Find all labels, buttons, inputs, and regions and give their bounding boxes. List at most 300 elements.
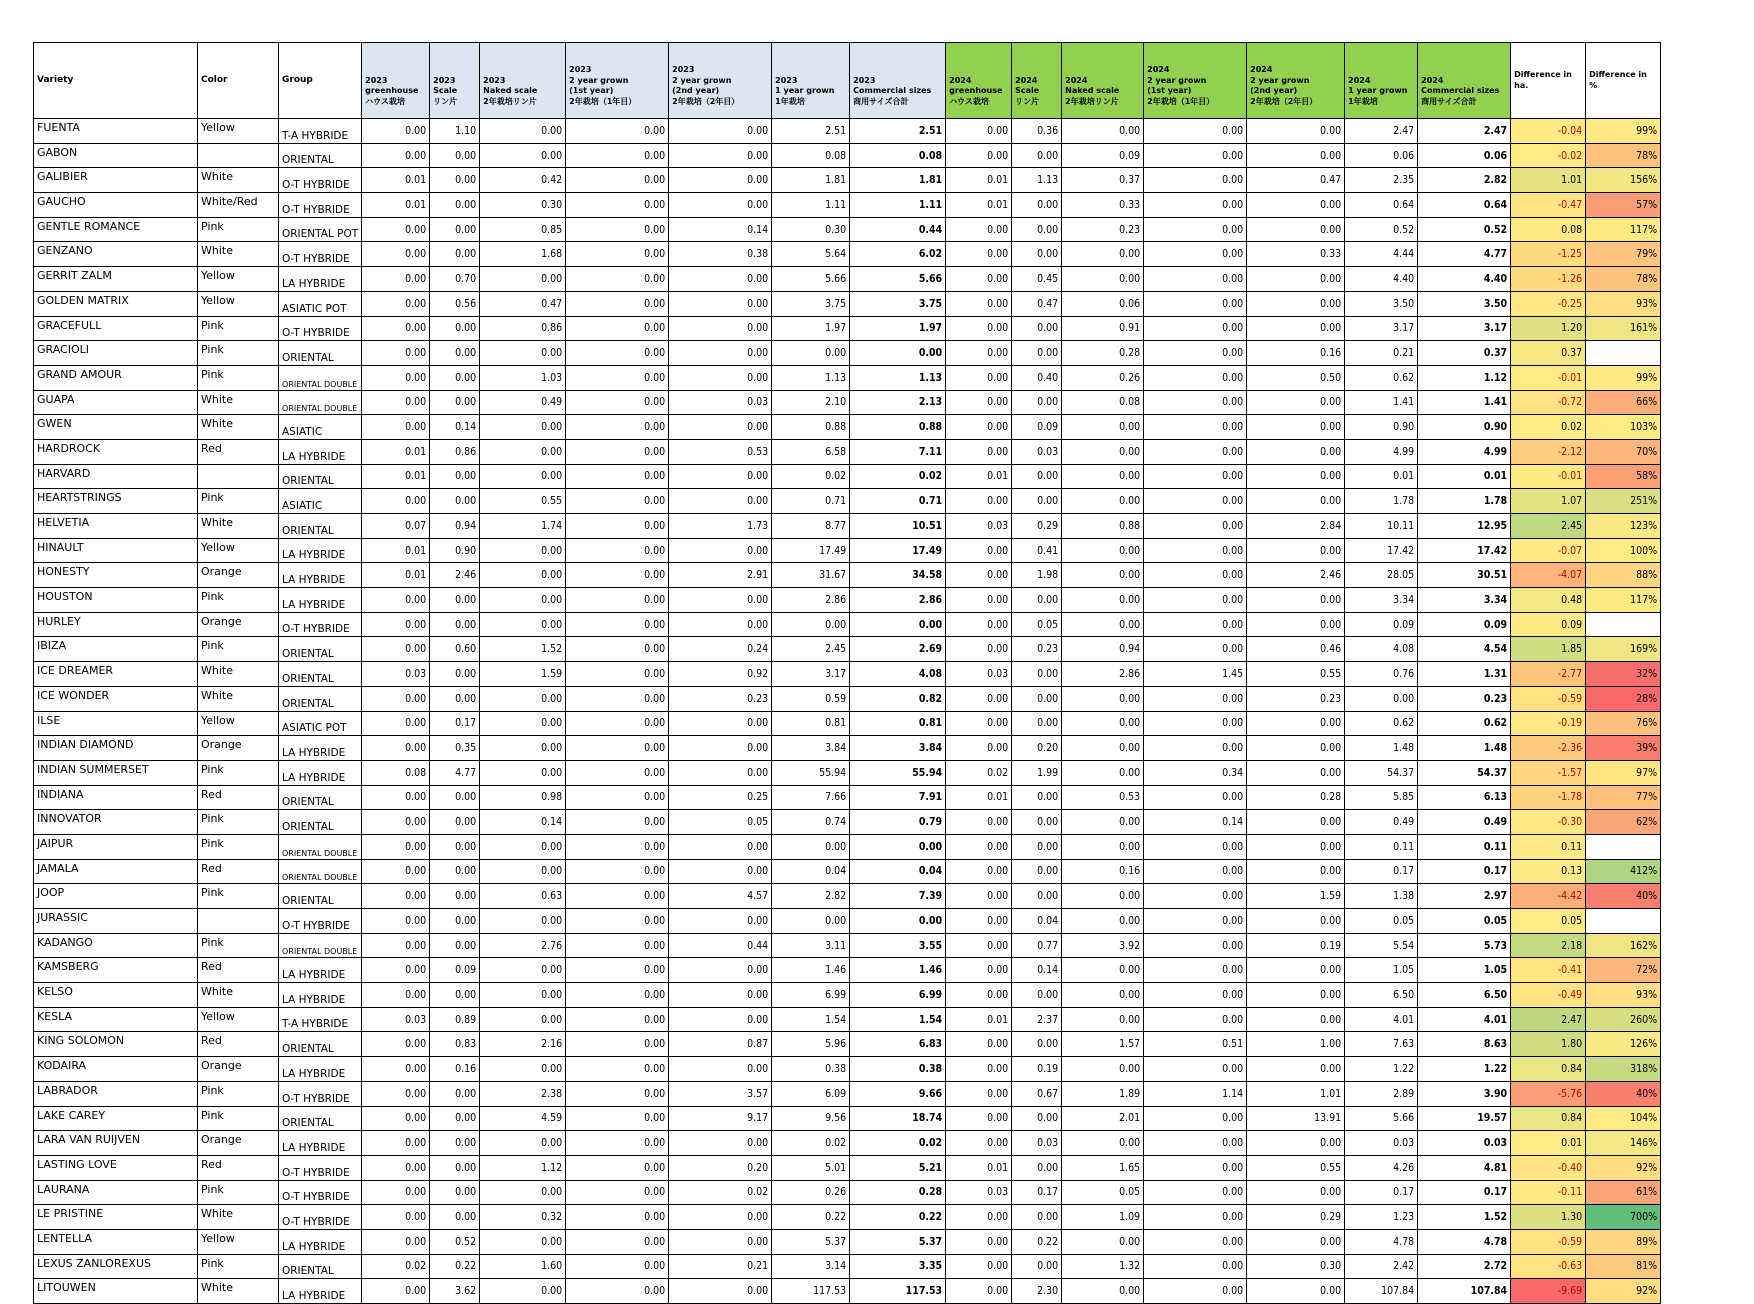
cell-dpct: 58% bbox=[1586, 464, 1661, 489]
cell-dpct: 72% bbox=[1586, 958, 1661, 983]
cell-dha: 0.01 bbox=[1511, 1131, 1586, 1156]
cell-dha: -1.78 bbox=[1511, 785, 1586, 810]
cell-dha: -0.19 bbox=[1511, 711, 1586, 736]
header-text: ハウス栽培 bbox=[365, 96, 405, 106]
cell-variety: GERRIT ZALM bbox=[34, 267, 198, 292]
cell-y1a24: 0.00 bbox=[1144, 834, 1247, 859]
cell-gh23: 0.00 bbox=[362, 1057, 430, 1082]
header-text: Variety bbox=[37, 75, 74, 86]
cell-y2a24: 0.00 bbox=[1247, 390, 1345, 415]
cell-variety: LARA VAN RUIJVEN bbox=[34, 1131, 198, 1156]
cell-dpct bbox=[1586, 341, 1661, 366]
cell-y1a23: 0.00 bbox=[566, 1032, 669, 1057]
header-text: 2024 bbox=[1147, 65, 1170, 74]
cell-dha: 2.47 bbox=[1511, 1007, 1586, 1032]
cell-gh23: 0.00 bbox=[362, 242, 430, 267]
header-text: 2024 bbox=[949, 75, 972, 85]
cell-ns24: 0.00 bbox=[1062, 686, 1144, 711]
cell-gh24: 0.00 bbox=[946, 291, 1012, 316]
cell-variety: HARDROCK bbox=[34, 439, 198, 464]
cell-gh24: 0.00 bbox=[946, 119, 1012, 144]
cell-cs24: 4.81 bbox=[1418, 1155, 1511, 1180]
cell-gh23: 0.01 bbox=[362, 538, 430, 563]
column-header-gh23 bbox=[362, 43, 430, 119]
cell-y2a23: 0.25 bbox=[669, 785, 772, 810]
table-row bbox=[34, 1180, 1661, 1205]
cell-gh24: 0.00 bbox=[946, 637, 1012, 662]
cell-sc24: 0.00 bbox=[1012, 686, 1062, 711]
cell-ns23: 0.00 bbox=[480, 1180, 566, 1205]
cell-cs24: 2.82 bbox=[1418, 168, 1511, 193]
cell-dpct: 79% bbox=[1586, 242, 1661, 267]
header-text: 1年栽培 bbox=[775, 96, 805, 106]
cell-y1a24: 0.00 bbox=[1144, 1155, 1247, 1180]
cell-sc23: 0.00 bbox=[430, 810, 480, 835]
cell-gh24: 0.00 bbox=[946, 909, 1012, 934]
cell-ns24: 3.92 bbox=[1062, 933, 1144, 958]
cell-dpct: 318% bbox=[1586, 1057, 1661, 1082]
cell-color: Yellow bbox=[198, 1007, 279, 1032]
header-text: 1年栽培 bbox=[1348, 96, 1378, 106]
cell-y1a24: 0.00 bbox=[1144, 439, 1247, 464]
cell-cs23: 5.21 bbox=[850, 1155, 946, 1180]
cell-cs24: 0.01 bbox=[1418, 464, 1511, 489]
cell-sc23: 4.77 bbox=[430, 760, 480, 785]
cell-oy23: 0.04 bbox=[772, 859, 850, 884]
cell-cs23: 0.71 bbox=[850, 489, 946, 514]
cell-gh23: 0.01 bbox=[362, 464, 430, 489]
cell-oy24: 0.52 bbox=[1345, 217, 1418, 242]
cell-color: Yellow bbox=[198, 119, 279, 144]
cell-oy24: 0.05 bbox=[1345, 909, 1418, 934]
cell-gh24: 0.00 bbox=[946, 267, 1012, 292]
cell-y2a23: 4.57 bbox=[669, 884, 772, 909]
cell-oy24: 0.00 bbox=[1345, 686, 1418, 711]
cell-group: O-T HYBRIDE bbox=[279, 1180, 362, 1205]
cell-ns23: 0.98 bbox=[480, 785, 566, 810]
column-header-sc23 bbox=[430, 43, 480, 119]
cell-color: White bbox=[198, 662, 279, 687]
cell-color: White bbox=[198, 1205, 279, 1230]
cell-cs24: 0.62 bbox=[1418, 711, 1511, 736]
cell-ns23: 0.85 bbox=[480, 217, 566, 242]
cell-dpct: 93% bbox=[1586, 983, 1661, 1008]
table-row bbox=[34, 267, 1661, 292]
cell-dpct: 123% bbox=[1586, 514, 1661, 539]
cell-variety: GUAPA bbox=[34, 390, 198, 415]
table-row bbox=[34, 1057, 1661, 1082]
cell-ns24: 0.53 bbox=[1062, 785, 1144, 810]
cell-color: Orange bbox=[198, 563, 279, 588]
header-text: (2nd year) bbox=[1250, 86, 1298, 95]
cell-variety: ICE DREAMER bbox=[34, 662, 198, 687]
cell-y2a23: 0.87 bbox=[669, 1032, 772, 1057]
cell-sc23: 0.00 bbox=[430, 1180, 480, 1205]
cell-dha: -0.01 bbox=[1511, 464, 1586, 489]
cell-variety: GRACIOLI bbox=[34, 341, 198, 366]
cell-sc24: 0.00 bbox=[1012, 810, 1062, 835]
cell-oy23: 0.08 bbox=[772, 143, 850, 168]
cell-gh24: 0.01 bbox=[946, 168, 1012, 193]
cell-gh24: 0.00 bbox=[946, 810, 1012, 835]
cell-dpct: 104% bbox=[1586, 1106, 1661, 1131]
cell-oy23: 5.64 bbox=[772, 242, 850, 267]
cell-cs23: 34.58 bbox=[850, 563, 946, 588]
cell-sc23: 0.00 bbox=[430, 316, 480, 341]
header-text: 2024 bbox=[1065, 75, 1088, 85]
cell-cs23: 0.08 bbox=[850, 143, 946, 168]
cell-sc24: 0.00 bbox=[1012, 464, 1062, 489]
cell-color: Yellow bbox=[198, 711, 279, 736]
cell-variety: LASTING LOVE bbox=[34, 1155, 198, 1180]
cell-color: Red bbox=[198, 958, 279, 983]
cell-group: O-T HYBRIDE bbox=[279, 1155, 362, 1180]
cell-cs23: 1.81 bbox=[850, 168, 946, 193]
column-header-y2a24 bbox=[1247, 43, 1345, 119]
table-row bbox=[34, 1007, 1661, 1032]
cell-group: ORIENTAL DOUBLE bbox=[279, 365, 362, 390]
cell-cs23: 7.39 bbox=[850, 884, 946, 909]
cell-y1a23: 0.00 bbox=[566, 119, 669, 144]
cell-oy23: 0.00 bbox=[772, 909, 850, 934]
table-row bbox=[34, 316, 1661, 341]
cell-variety: HONESTY bbox=[34, 563, 198, 588]
cell-gh24: 0.03 bbox=[946, 514, 1012, 539]
cell-sc23: 0.00 bbox=[430, 143, 480, 168]
cell-ns23: 0.32 bbox=[480, 1205, 566, 1230]
cell-ns23: 0.14 bbox=[480, 810, 566, 835]
cell-gh23: 0.03 bbox=[362, 1007, 430, 1032]
cell-sc23: 0.00 bbox=[430, 983, 480, 1008]
cell-ns24: 0.00 bbox=[1062, 439, 1144, 464]
cell-oy23: 1.97 bbox=[772, 316, 850, 341]
cell-group: ORIENTAL bbox=[279, 1254, 362, 1279]
cell-sc23: 0.00 bbox=[430, 217, 480, 242]
cell-ns24: 0.23 bbox=[1062, 217, 1144, 242]
cell-y2a24: 0.00 bbox=[1247, 1279, 1345, 1304]
cell-y1a24: 0.00 bbox=[1144, 1106, 1247, 1131]
cell-sc24: 0.14 bbox=[1012, 958, 1062, 983]
cell-gh24: 0.00 bbox=[946, 1081, 1012, 1106]
table-row bbox=[34, 1032, 1661, 1057]
cell-dpct: 700% bbox=[1586, 1205, 1661, 1230]
cell-sc23: 0.00 bbox=[430, 193, 480, 218]
cell-gh23: 0.00 bbox=[362, 1155, 430, 1180]
cell-cs24: 0.06 bbox=[1418, 143, 1511, 168]
cell-gh24: 0.00 bbox=[946, 538, 1012, 563]
cell-y1a24: 0.00 bbox=[1144, 711, 1247, 736]
cell-gh24: 0.00 bbox=[946, 439, 1012, 464]
cell-y1a23: 0.00 bbox=[566, 538, 669, 563]
cell-oy23: 0.38 bbox=[772, 1057, 850, 1082]
cell-ns24: 0.00 bbox=[1062, 464, 1144, 489]
cell-ns23: 0.63 bbox=[480, 884, 566, 909]
cell-y2a23: 3.57 bbox=[669, 1081, 772, 1106]
cell-cs24: 3.34 bbox=[1418, 588, 1511, 613]
cell-ns23: 0.49 bbox=[480, 390, 566, 415]
cell-ns23: 0.00 bbox=[480, 1131, 566, 1156]
table-row bbox=[34, 168, 1661, 193]
cell-variety: JAIPUR bbox=[34, 834, 198, 859]
header-text: 2 year grown bbox=[1147, 75, 1207, 85]
table-row bbox=[34, 291, 1661, 316]
table-row bbox=[34, 242, 1661, 267]
cell-variety: GABON bbox=[34, 143, 198, 168]
cell-group: ORIENTAL bbox=[279, 464, 362, 489]
cell-dpct: 77% bbox=[1586, 785, 1661, 810]
cell-dha: 0.09 bbox=[1511, 612, 1586, 637]
cell-dha: -0.04 bbox=[1511, 119, 1586, 144]
cell-sc24: 0.41 bbox=[1012, 538, 1062, 563]
cell-cs24: 1.05 bbox=[1418, 958, 1511, 983]
cell-dpct: 32% bbox=[1586, 662, 1661, 687]
table-row bbox=[34, 785, 1661, 810]
cell-y1a23: 0.00 bbox=[566, 1229, 669, 1254]
header-text: リン片 bbox=[1015, 96, 1040, 106]
cell-cs24: 1.12 bbox=[1418, 365, 1511, 390]
cell-y1a24: 0.51 bbox=[1144, 1032, 1247, 1057]
cell-y2a23: 0.00 bbox=[669, 1057, 772, 1082]
cell-dha: -0.47 bbox=[1511, 193, 1586, 218]
cell-ns23: 0.00 bbox=[480, 267, 566, 292]
cell-ns24: 0.00 bbox=[1062, 760, 1144, 785]
cell-sc24: 0.29 bbox=[1012, 514, 1062, 539]
cell-sc23: 0.00 bbox=[430, 365, 480, 390]
cell-sc24: 0.00 bbox=[1012, 193, 1062, 218]
cell-ns24: 0.91 bbox=[1062, 316, 1144, 341]
cell-gh23: 0.00 bbox=[362, 1106, 430, 1131]
cell-y2a24: 13.91 bbox=[1247, 1106, 1345, 1131]
cell-variety: GRAND AMOUR bbox=[34, 365, 198, 390]
cell-y1a24: 0.00 bbox=[1144, 958, 1247, 983]
cell-variety: GRACEFULL bbox=[34, 316, 198, 341]
cell-sc24: 0.45 bbox=[1012, 267, 1062, 292]
cell-y1a24: 0.00 bbox=[1144, 1180, 1247, 1205]
header-text: Scale bbox=[433, 86, 458, 95]
cell-y1a24: 0.00 bbox=[1144, 316, 1247, 341]
cell-y2a24: 1.00 bbox=[1247, 1032, 1345, 1057]
header-text: 2年栽培（2年目） bbox=[672, 96, 740, 106]
cell-color: Pink bbox=[198, 1254, 279, 1279]
cell-dpct: 103% bbox=[1586, 415, 1661, 440]
cell-ns24: 0.26 bbox=[1062, 365, 1144, 390]
cell-variety: LAURANA bbox=[34, 1180, 198, 1205]
column-header-ns23 bbox=[480, 43, 566, 119]
cell-y2a23: 0.00 bbox=[669, 1229, 772, 1254]
cell-cs23: 7.11 bbox=[850, 439, 946, 464]
cell-cs24: 0.09 bbox=[1418, 612, 1511, 637]
cell-cs24: 5.73 bbox=[1418, 933, 1511, 958]
cell-cs23: 0.81 bbox=[850, 711, 946, 736]
cell-gh24: 0.00 bbox=[946, 1205, 1012, 1230]
cell-ns23: 4.59 bbox=[480, 1106, 566, 1131]
cell-color: White bbox=[198, 686, 279, 711]
cell-sc23: 0.00 bbox=[430, 909, 480, 934]
cell-color: White bbox=[198, 415, 279, 440]
cell-gh23: 0.00 bbox=[362, 1180, 430, 1205]
cell-oy23: 0.00 bbox=[772, 341, 850, 366]
cell-ns23: 0.00 bbox=[480, 588, 566, 613]
cell-y1a23: 0.00 bbox=[566, 1081, 669, 1106]
cell-y1a24: 0.00 bbox=[1144, 1279, 1247, 1304]
table-row bbox=[34, 711, 1661, 736]
cell-gh24: 0.00 bbox=[946, 884, 1012, 909]
cell-y2a24: 1.59 bbox=[1247, 884, 1345, 909]
cell-cs23: 4.08 bbox=[850, 662, 946, 687]
cell-y2a24: 0.00 bbox=[1247, 909, 1345, 934]
cell-color bbox=[198, 143, 279, 168]
cell-y2a23: 0.21 bbox=[669, 1254, 772, 1279]
cell-ns23: 0.00 bbox=[480, 612, 566, 637]
cell-group: ORIENTAL DOUBLE bbox=[279, 390, 362, 415]
cell-y1a23: 0.00 bbox=[566, 514, 669, 539]
cell-cs24: 2.97 bbox=[1418, 884, 1511, 909]
cell-oy24: 6.50 bbox=[1345, 983, 1418, 1008]
cell-oy23: 0.00 bbox=[772, 834, 850, 859]
cell-cs23: 0.79 bbox=[850, 810, 946, 835]
cell-variety: LABRADOR bbox=[34, 1081, 198, 1106]
cell-sc24: 0.03 bbox=[1012, 1131, 1062, 1156]
cell-group: LA HYBRIDE bbox=[279, 439, 362, 464]
header-row bbox=[34, 43, 1661, 119]
cell-group: LA HYBRIDE bbox=[279, 1229, 362, 1254]
cell-oy24: 28.05 bbox=[1345, 563, 1418, 588]
cell-oy24: 5.66 bbox=[1345, 1106, 1418, 1131]
cell-sc23: 0.00 bbox=[430, 662, 480, 687]
table-row bbox=[34, 1131, 1661, 1156]
cell-oy24: 4.26 bbox=[1345, 1155, 1418, 1180]
cell-y2a23: 0.00 bbox=[669, 612, 772, 637]
cell-group: ORIENTAL bbox=[279, 662, 362, 687]
cell-gh24: 0.01 bbox=[946, 785, 1012, 810]
cell-y2a23: 0.00 bbox=[669, 983, 772, 1008]
cell-y2a23: 2.91 bbox=[669, 563, 772, 588]
cell-cs23: 0.82 bbox=[850, 686, 946, 711]
cell-y2a24: 0.00 bbox=[1247, 1131, 1345, 1156]
cell-group: LA HYBRIDE bbox=[279, 267, 362, 292]
cell-dha: -0.30 bbox=[1511, 810, 1586, 835]
cell-variety: HURLEY bbox=[34, 612, 198, 637]
cell-y2a24: 0.00 bbox=[1247, 810, 1345, 835]
cell-ns24: 0.00 bbox=[1062, 834, 1144, 859]
cell-sc24: 0.00 bbox=[1012, 217, 1062, 242]
column-header-oy23 bbox=[772, 43, 850, 119]
cell-ns23: 0.00 bbox=[480, 563, 566, 588]
cell-group: LA HYBRIDE bbox=[279, 563, 362, 588]
cell-y2a24: 0.00 bbox=[1247, 217, 1345, 242]
cell-ns23: 1.52 bbox=[480, 637, 566, 662]
cell-y1a23: 0.00 bbox=[566, 143, 669, 168]
cell-gh24: 0.00 bbox=[946, 612, 1012, 637]
table-body bbox=[34, 119, 1661, 1304]
header-text: 1 year grown bbox=[1348, 86, 1408, 95]
cell-dha: -0.25 bbox=[1511, 291, 1586, 316]
cell-dha: 0.48 bbox=[1511, 588, 1586, 613]
cell-oy23: 0.74 bbox=[772, 810, 850, 835]
cell-y1a23: 0.00 bbox=[566, 217, 669, 242]
cell-y2a23: 0.00 bbox=[669, 316, 772, 341]
cell-y1a24: 0.00 bbox=[1144, 1205, 1247, 1230]
cell-cs24: 30.51 bbox=[1418, 563, 1511, 588]
cell-cs24: 107.84 bbox=[1418, 1279, 1511, 1304]
table-row bbox=[34, 909, 1661, 934]
cell-y1a24: 0.00 bbox=[1144, 514, 1247, 539]
cell-y1a23: 0.00 bbox=[566, 834, 669, 859]
cell-dpct: 78% bbox=[1586, 267, 1661, 292]
cell-sc24: 0.40 bbox=[1012, 365, 1062, 390]
cell-y1a23: 0.00 bbox=[566, 588, 669, 613]
cell-cs24: 0.17 bbox=[1418, 859, 1511, 884]
cell-sc24: 0.00 bbox=[1012, 341, 1062, 366]
cell-dpct: 61% bbox=[1586, 1180, 1661, 1205]
cell-y2a24: 0.55 bbox=[1247, 1155, 1345, 1180]
cell-y1a23: 0.00 bbox=[566, 1007, 669, 1032]
cell-y2a24: 0.00 bbox=[1247, 736, 1345, 761]
cell-cs24: 4.01 bbox=[1418, 1007, 1511, 1032]
cell-color: Pink bbox=[198, 341, 279, 366]
cell-oy23: 3.14 bbox=[772, 1254, 850, 1279]
cell-gh23: 0.00 bbox=[362, 588, 430, 613]
cell-cs23: 10.51 bbox=[850, 514, 946, 539]
cell-sc24: 1.13 bbox=[1012, 168, 1062, 193]
cell-dha: 2.45 bbox=[1511, 514, 1586, 539]
cell-sc23: 0.00 bbox=[430, 242, 480, 267]
cell-sc24: 0.00 bbox=[1012, 662, 1062, 687]
cell-oy23: 1.11 bbox=[772, 193, 850, 218]
cell-group: ASIATIC POT bbox=[279, 711, 362, 736]
cell-oy24: 0.64 bbox=[1345, 193, 1418, 218]
cell-gh23: 0.00 bbox=[362, 1205, 430, 1230]
cell-sc24: 0.00 bbox=[1012, 785, 1062, 810]
cell-y1a23: 0.00 bbox=[566, 316, 669, 341]
cell-oy24: 0.49 bbox=[1345, 810, 1418, 835]
column-header-dha bbox=[1511, 43, 1586, 119]
cell-gh23: 0.00 bbox=[362, 686, 430, 711]
cell-y2a24: 0.46 bbox=[1247, 637, 1345, 662]
cell-cs24: 19.57 bbox=[1418, 1106, 1511, 1131]
header-text: 2年栽培（1年目） bbox=[1147, 96, 1215, 106]
cell-oy23: 3.17 bbox=[772, 662, 850, 687]
table-row bbox=[34, 415, 1661, 440]
cell-y2a24: 0.00 bbox=[1247, 760, 1345, 785]
cell-oy23: 2.82 bbox=[772, 884, 850, 909]
cell-group: LA HYBRIDE bbox=[279, 1131, 362, 1156]
cell-sc24: 0.00 bbox=[1012, 143, 1062, 168]
cell-dpct: 99% bbox=[1586, 365, 1661, 390]
column-header-cs24 bbox=[1418, 43, 1511, 119]
cell-y1a24: 0.34 bbox=[1144, 760, 1247, 785]
cell-variety: JAMALA bbox=[34, 859, 198, 884]
cell-cs23: 0.28 bbox=[850, 1180, 946, 1205]
cell-gh23: 0.00 bbox=[362, 143, 430, 168]
cell-y1a23: 0.00 bbox=[566, 884, 669, 909]
cell-sc23: 0.00 bbox=[430, 1205, 480, 1230]
cell-ns24: 0.00 bbox=[1062, 538, 1144, 563]
header-text: 2年栽培（2年目） bbox=[1250, 96, 1318, 106]
cell-oy23: 3.11 bbox=[772, 933, 850, 958]
cell-y2a24: 2.84 bbox=[1247, 514, 1345, 539]
cell-sc23: 0.00 bbox=[430, 859, 480, 884]
header-text: 2023 bbox=[433, 75, 456, 85]
cell-oy24: 0.62 bbox=[1345, 365, 1418, 390]
cell-y2a24: 0.00 bbox=[1247, 415, 1345, 440]
cell-y1a23: 0.00 bbox=[566, 810, 669, 835]
cell-gh24: 0.00 bbox=[946, 834, 1012, 859]
cell-gh24: 0.00 bbox=[946, 958, 1012, 983]
cell-dpct: 76% bbox=[1586, 711, 1661, 736]
cell-oy23: 0.02 bbox=[772, 1131, 850, 1156]
cell-cs24: 4.99 bbox=[1418, 439, 1511, 464]
